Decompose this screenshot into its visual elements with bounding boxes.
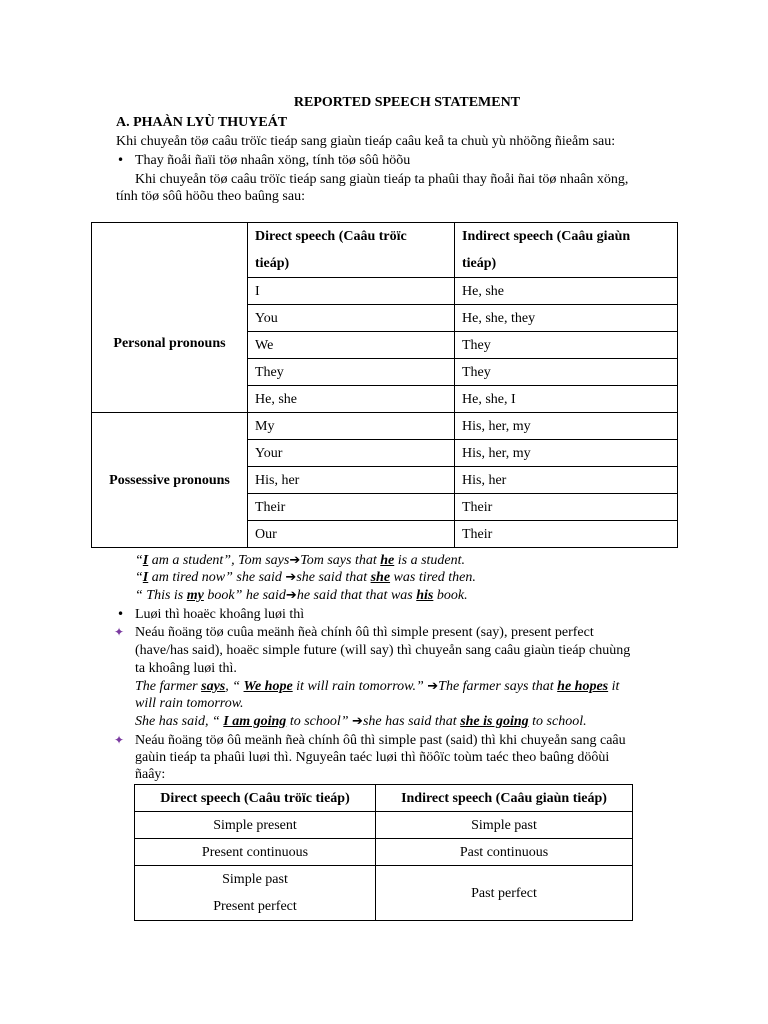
table-cell: His, her: [455, 467, 678, 494]
cell-line: Present perfect: [213, 899, 297, 914]
example-underline: his: [416, 588, 434, 603]
example-line: [135, 587, 468, 604]
table-cell: You: [248, 305, 455, 332]
paragraph-line: tính töø sôû höõu theo baûng sau:: [116, 189, 305, 204]
diamond-bullet-icon: ✦: [114, 625, 125, 639]
table-cell: My: [248, 413, 455, 440]
section-heading: A. PHAÀN LYÙ THUYEÁT: [116, 115, 288, 130]
table-row: [135, 839, 633, 866]
table-cell: They: [248, 359, 455, 386]
table-cell: He, she, I: [455, 386, 678, 413]
table-cell: Past continuous: [376, 839, 633, 866]
table-cell: I: [248, 278, 455, 305]
example-text: to school”: [286, 714, 353, 729]
table-cell: His, her, my: [455, 440, 678, 467]
table-cell: They: [455, 359, 678, 386]
example-text: am tired now” she said: [148, 570, 286, 585]
table-cell: Their: [455, 521, 678, 548]
category-cell: Possessive pronouns: [92, 413, 248, 548]
header-text: tieáp): [255, 256, 290, 271]
arrow-icon: ➔: [427, 679, 439, 694]
table-cell: He, she, they: [455, 305, 678, 332]
table-cell: Simple past: [376, 812, 633, 839]
table-header: Direct speech (Caâu tröïc tieáp): [135, 785, 376, 812]
example-text: , “: [225, 679, 244, 694]
paragraph-line: Neáu ñoäng töø cuûa meänh ñeà chính ôû thì simple present (say), present perfect: [135, 625, 594, 640]
example-text: it: [608, 679, 620, 694]
table-row: [92, 223, 678, 278]
table-cell: We: [248, 332, 455, 359]
example-underline: I: [142, 553, 149, 568]
table-cell: They: [455, 332, 678, 359]
arrow-icon: ➔: [285, 570, 297, 585]
paragraph-line: Neáu ñoäng töø ôû meänh ñeà chính ôû thì simple past (said) thì khi chuyeån sang caâu: [135, 733, 626, 748]
category-label: Personal pronouns: [113, 336, 226, 351]
table-cell: Their: [248, 494, 455, 521]
example-text: book.: [433, 588, 468, 603]
example-underline: We hope: [243, 679, 293, 694]
example-underline: I am going: [223, 714, 287, 729]
example-text: she said that: [296, 570, 371, 585]
category-cell: [92, 223, 248, 413]
example-text: is a student.: [394, 553, 466, 568]
table-row: [135, 866, 633, 921]
arrow-icon: ➔: [289, 553, 301, 568]
bullet-icon: •: [117, 153, 125, 167]
bullet-text: Thay ñoåi ñaïi töø nhaân xöng, tính töø sôû höõu: [135, 153, 411, 168]
example-underline: my: [186, 588, 204, 603]
example-line: [135, 678, 619, 695]
example-underline: she is going: [460, 714, 529, 729]
diamond-bullet-icon: ✦: [114, 733, 125, 747]
table-cell: Simple present: [135, 812, 376, 839]
table-cell: Present continuous: [135, 839, 376, 866]
table-header: [455, 223, 678, 278]
intro-text: Khi chuyeån töø caâu tröïc tieáp sang giaùn tieáp caâu keå ta chuù yù nhöõng ñieåm sau:: [116, 134, 616, 149]
table-cell: Our: [248, 521, 455, 548]
table-cell: Their: [455, 494, 678, 521]
paragraph-line: ñaây:: [135, 767, 166, 782]
table-header: Indirect speech (Caâu giaùn tieáp): [376, 785, 633, 812]
example-text: she has said that: [362, 714, 461, 729]
example-text: book” he said: [203, 588, 286, 603]
example-text: “: [135, 553, 143, 568]
pronoun-table: [91, 222, 678, 548]
example-underline: he: [380, 553, 395, 568]
page-title: REPORTED SPEECH STATEMENT: [293, 95, 521, 110]
example-text: to school.: [528, 714, 587, 729]
example-underline: I: [142, 570, 149, 585]
table-cell: Your: [248, 440, 455, 467]
example-line: [135, 569, 476, 586]
table-row: [135, 785, 633, 812]
paragraph-line: ta khoâng luøi thì.: [135, 661, 237, 676]
table-cell: He, she: [248, 386, 455, 413]
arrow-icon: ➔: [352, 714, 363, 729]
example-text: am a student”, Tom says: [148, 553, 290, 568]
bullet-icon: •: [117, 607, 125, 621]
table-row: [92, 413, 678, 440]
tense-table: [134, 784, 633, 921]
arrow-icon: ➔: [285, 588, 297, 603]
header-text: Direct speech (Caâu tröïc: [255, 229, 407, 244]
example-text: She has said, “: [135, 714, 224, 729]
example-text: it will rain tomorrow.”: [292, 679, 428, 694]
example-text: was tired then.: [390, 570, 476, 585]
paragraph-line: Khi chuyeån töø caâu tröïc tieáp sang giaùn tieáp ta phaûi thay ñoåi ñai töø nhaân xöng,: [135, 172, 629, 187]
cell-line: Simple past: [222, 872, 288, 887]
table-cell: [135, 866, 376, 921]
table-cell: His, her, my: [455, 413, 678, 440]
example-text: “: [135, 570, 143, 585]
table-header: [248, 223, 455, 278]
paragraph-line: gaùin tieáp ta phaûi luøi thì. Nguyeân taéc luøi thì ñöôïc toùm taéc theo baûng döôùi: [135, 750, 610, 765]
table-cell: Past perfect: [376, 866, 633, 921]
example-text: he said that that was: [296, 588, 417, 603]
example-text: The farmer says that: [438, 679, 558, 694]
table-row: [135, 812, 633, 839]
example-text: The farmer: [135, 679, 202, 694]
paragraph-line: (have/has said), hoaëc simple future (will say) thì chuyeån sang caâu giaùn tieáp chuùng: [135, 643, 631, 658]
example-text: “ This is: [135, 588, 187, 603]
table-cell: His, her: [248, 467, 455, 494]
header-text: Indirect speech (Caâu giaùn: [462, 229, 631, 244]
bullet-text: Luøi thì hoaëc khoâng luøi thì: [135, 607, 305, 622]
example-line: will rain tomorrow.: [135, 696, 244, 711]
header-text: tieáp): [462, 256, 497, 271]
example-line: [135, 713, 587, 730]
table-cell: He, she: [455, 278, 678, 305]
example-text: Tom says that: [300, 553, 381, 568]
example-underline: he hopes: [557, 679, 609, 694]
example-line: [135, 552, 465, 569]
example-underline: says: [201, 679, 226, 694]
example-underline: she: [370, 570, 391, 585]
